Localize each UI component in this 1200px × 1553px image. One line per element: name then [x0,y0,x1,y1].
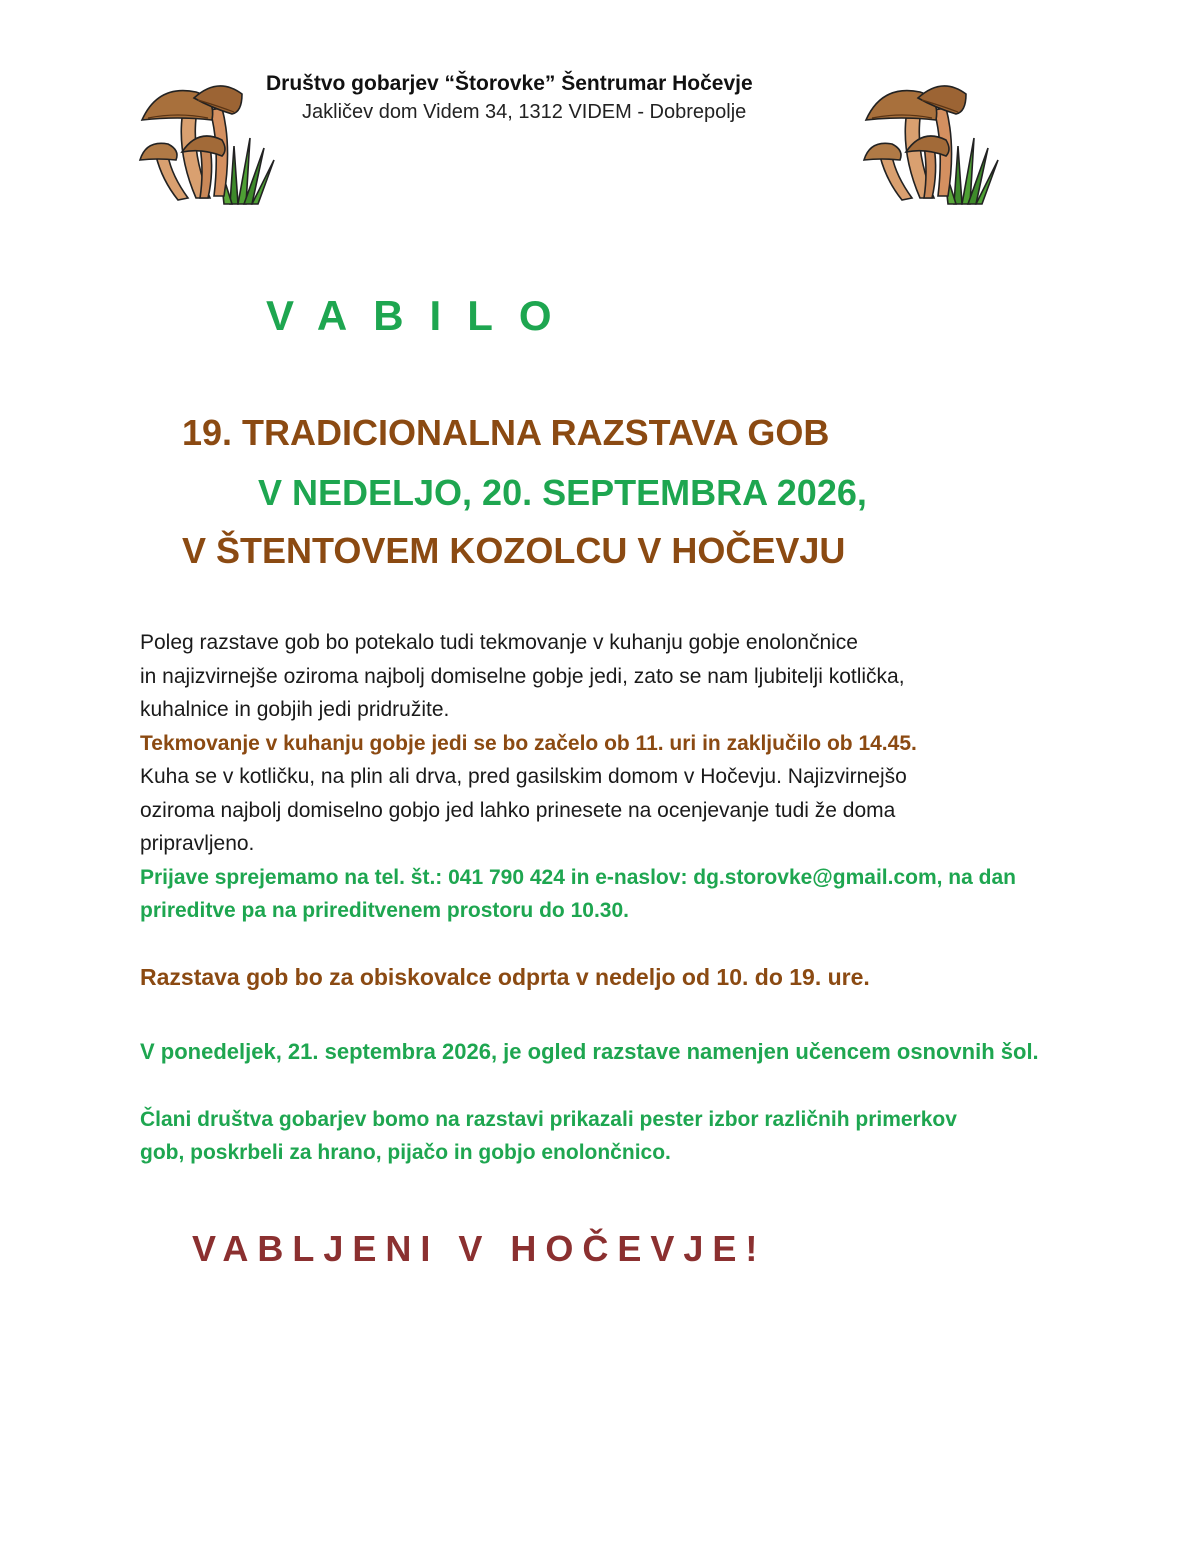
registration-line: Prijave sprejemamo na tel. št.: 041 790 424 in e-naslov: dg.storovke@gmail.com, na dan [140,865,1016,889]
registration-line: prireditve pa na prireditvenem prostoru do 10.30. [140,899,629,922]
members-line: Člani društva gobarjev bomo na razstavi prikazali pester izbor različnih primerkov [140,1108,957,1131]
mushroom-cluster-icon [138,76,278,206]
intro-line: Poleg razstave gob bo potekalo tudi tekmovanje v kuhanju gobje enolončnice [140,631,858,654]
invitation-heading: VABILO [266,292,578,339]
event-title: 19. TRADICIONALNA RAZSTAVA GOB [182,412,830,453]
competition-time: Tekmovanje v kuhanju gobje jedi se bo začelo ob 11. uri in zaključilo ob 14.45. [140,731,917,755]
mushroom-cluster-icon [862,76,1002,206]
intro-line: kuhalnice in gobjih jedi pridružite. [140,698,450,721]
cooking-line: Kuha se v kotličku, na plin ali drva, pred gasilskim domom v Hočevju. Najizvirnejšo [140,765,907,788]
exhibition-hours: Razstava gob bo za obiskovalce odprta v nedeljo od 10. do 19. ure. [140,964,870,990]
organization-name: Društvo gobarjev “Štorovke” Šentrumar Hočevje [266,72,753,95]
monday-schools-notice: V ponedeljek, 21. septembra 2026, je ogled razstave namenjen učencem osnovnih šol. [140,1039,1039,1064]
intro-line: in najizvirnejše oziroma najbolj domiselne gobje jedi, zato se nam ljubitelji kotlička, [140,664,905,688]
members-line: gob, poskrbeli za hrano, pijačo in gobjo enolončnico. [140,1141,671,1164]
closing-welcome: VABLJENI V HOČEVJE! [192,1228,767,1269]
event-date: V NEDELJO, 20. SEPTEMBRA 2026, [258,472,867,513]
cooking-line: oziroma najbolj domiselno gobjo jed lahko prinesete na ocenjevanje tudi že doma [140,798,896,822]
organization-address: Jakličev dom Videm 34, 1312 VIDEM - Dobrepolje [302,101,747,123]
event-place: V ŠTENTOVEM KOZOLCU V HOČEVJU [182,530,846,571]
members-paragraph [140,1103,957,1169]
cooking-line: pripravljeno. [140,832,255,855]
body-paragraph [140,626,1192,928]
